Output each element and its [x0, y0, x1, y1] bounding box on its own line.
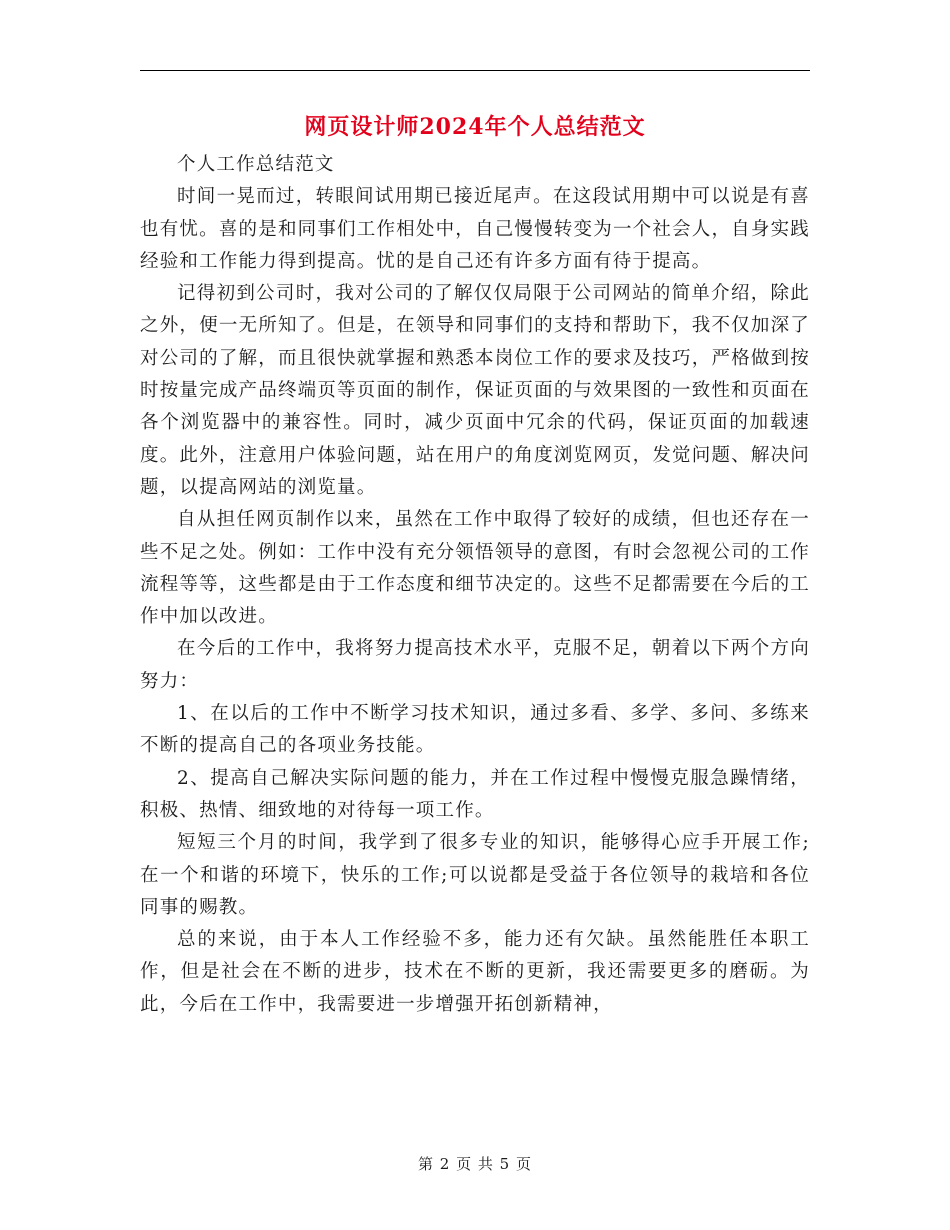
paragraph: 1、在以后的工作中不断学习技术知识，通过多看、多学、多问、多练来不断的提高自己的各项业务技能。: [140, 703, 810, 757]
document-body: [140, 149, 810, 1021]
paragraph: 在今后的工作中，我将努力提高技术水平，克服不足，朝着以下两个方向努力：: [140, 638, 810, 692]
paragraph: 个人工作总结范文: [177, 154, 335, 175]
paragraph: 自从担任网页制作以来，虽然在工作中取得了较好的成绩，但也还存在一些不足之处。例如：工作中没有充分领悟领导的意图，有时会忽视公司的工作流程等等，这些都是由于工作态度和细节决定的。这些不足都需要在今后的工作中加以改进。: [140, 509, 810, 628]
paragraph: 时间一晃而过，转眼间试用期已接近尾声。在这段试用期中可以说是有喜也有忧。喜的是和同事们工作相处中，自己慢慢转变为一个社会人，自身实践经验和工作能力得到提高。忧的是自己还有许多方面有待于提高。: [140, 186, 810, 272]
paragraph: 记得初到公司时，我对公司的了解仅仅局限于公司网站的简单介绍，除此之外，便一无所知了。但是，在领导和同事们的支持和帮助下，我不仅加深了对公司的了解，而且很快就掌握和熟悉本岗位工作的要求及技巧，严格做到按时按量完成产品终端页等页面的制作，保证页面的与效果图的一致性和页面在各个浏览器中的兼容性。同时，减少页面中冗余的代码，保证页面的加载速度。此外，注意用户体验问题，站在用户的角度浏览网页，发觉问题、解决问题，以提高网站的浏览量。: [140, 283, 810, 498]
paragraph: 短短三个月的时间，我学到了很多专业的知识，能够得心应手开展工作;在一个和谐的环境下，快乐的工作;可以说都是受益于各位领导的栽培和各位同事的赐教。: [140, 832, 810, 918]
paragraph: 总的来说，由于本人工作经验不多，能力还有欠缺。虽然能胜任本职工作，但是社会在不断的进步，技术在不断的更新，我还需要更多的磨砺。为此，今后在工作中，我需要进一步增强开拓创新精神，: [140, 929, 810, 1015]
page-number: 第 2 页 共 5 页: [418, 1155, 532, 1173]
paragraph: 2、提高自己解决实际问题的能力，并在工作过程中慢慢克服急躁情绪，积极、热情、细致地的对待每一项工作。: [140, 767, 810, 821]
document-title: 网页设计师2024年个人总结范文: [304, 114, 646, 140]
header-rule: [140, 70, 810, 71]
